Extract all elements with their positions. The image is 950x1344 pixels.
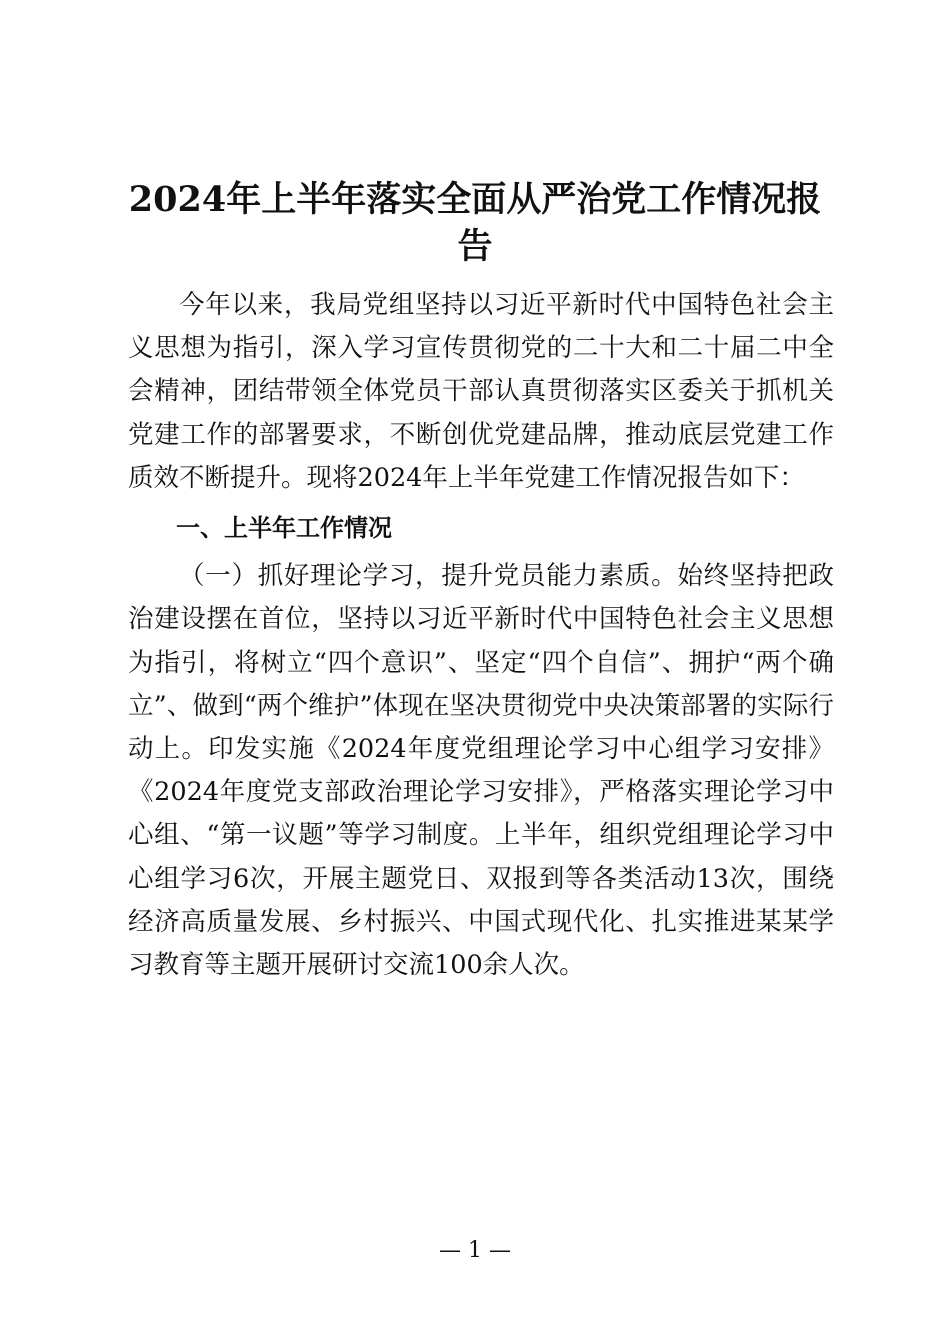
intro-paragraph: 今年以来，我局党组坚持以习近平新时代中国特色社会主义思想为指引，深入学习宣传贯彻党的二十大和二十届二中全会精神，团结带领全体党员干部认真贯彻落实区委关于抓机关党建工作的部署要求，不断创优党建品牌，推动底层党建工作质效不断提升。现将2024年上半年党建工作情况报告如下： bbox=[128, 290, 834, 493]
document-title: 2024年上半年落实全面从严治党工作情况报告 bbox=[128, 179, 822, 267]
document-body bbox=[128, 284, 834, 987]
page-number: — 1 — bbox=[439, 1238, 511, 1263]
section-heading: 一、上半年工作情况 bbox=[176, 514, 392, 543]
theory-study-paragraph: （一）抓好理论学习，提升党员能力素质。始终坚持把政治建设摆在首位，坚持以习近平新时代中国特色社会主义思想为指引，将树立“四个意识”、坚定“四个自信”、拥护“两个确立”、做到“两个维护”体现在坚决贯彻党中央决策部署的实际行动上。印发实施《2024年度党组理论学习中心组学习安排》《2024年度党支部政治理论学习安排》，严格落实理论学习中心组、“第一议题”等学习制度。上半年，组织党组理论学习中心组学习6次，开展主题党日、双报到等各类活动13次，围绕经济高质量发展、乡村振兴、中国式现代化、扎实推进某某学习教育等主题开展研讨交流100余人次。 bbox=[128, 561, 834, 981]
